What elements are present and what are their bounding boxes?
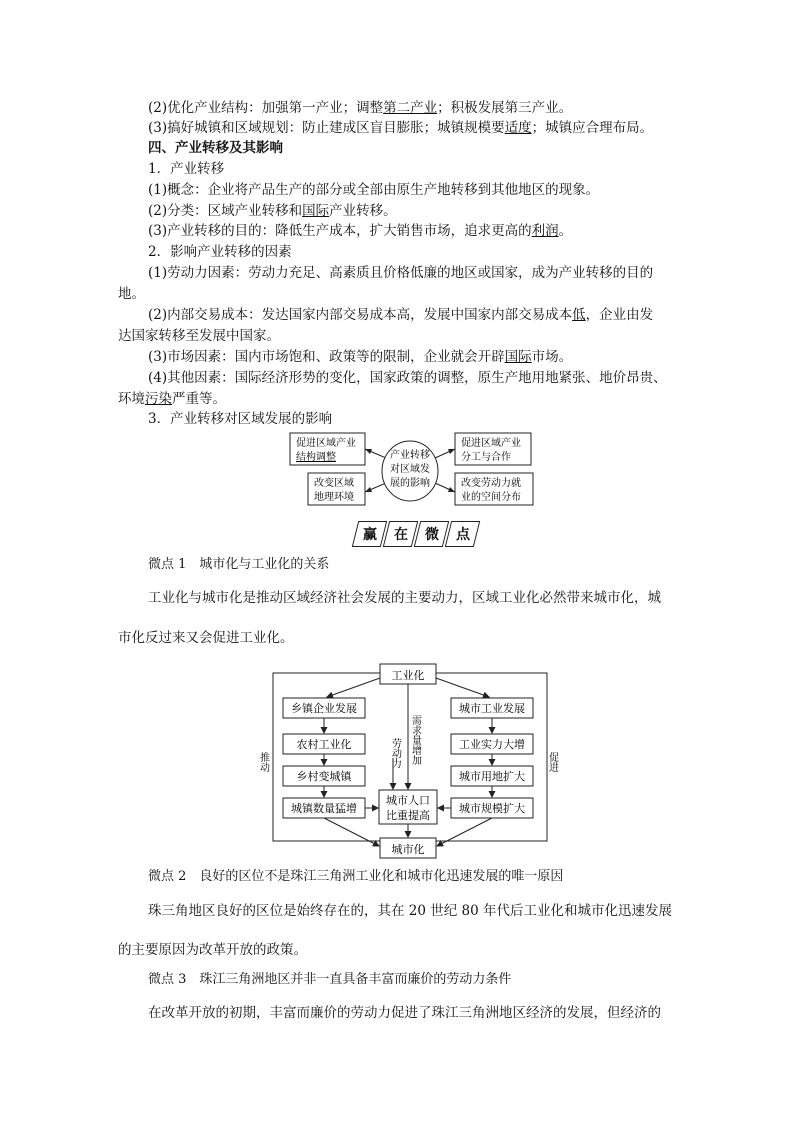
purpose-line: (3)产业转移的目的：降低生产成本，扩大销售市场，追求更高的利润。 <box>148 223 573 239</box>
labor-factor-line-cont: 地。 <box>118 286 145 302</box>
win-in-micropoints-banner <box>355 521 477 545</box>
other-factor-line-cont: 环境污染严重等。 <box>118 391 226 407</box>
node-urban-population-share <box>379 790 437 824</box>
center-line-1: 产业转移 <box>390 450 430 461</box>
svg-text:改变区域: 改变区域 <box>314 478 354 489</box>
svg-text:结构调整: 结构调整 <box>296 452 336 463</box>
node-city-scale-expansion <box>451 798 533 818</box>
node-township-enterprise <box>283 698 365 718</box>
micropoint-1-text-1: 工业化与城市化是推动区域经济社会发展的主要动力，区域工业化必然带来城市化，城 <box>148 590 661 606</box>
labor-factor-line: (1)劳动力因素：劳动力充足、高素质且价格低廉的地区或国家，成为产业转移的目的 <box>148 265 654 281</box>
center-line-2: 对区域发 <box>390 464 430 475</box>
svg-text:分工与合作: 分工与合作 <box>461 452 511 463</box>
micropoint-2-text-1: 珠三角地区良好的区位是始终存在的，其在 20 世纪 80 年代后工业化和城市化迅速发展 <box>148 903 673 919</box>
banner-char-3: 微 <box>414 521 449 547</box>
svg-text:比重提高: 比重提高 <box>386 809 430 822</box>
svg-text:农村工业化: 农村工业化 <box>296 738 352 751</box>
svg-text:促进区域产业: 促进区域产业 <box>296 438 356 449</box>
industrialization-urbanization-diagram <box>255 660 558 860</box>
micropoint-3-title: 微点 3 珠江三角洲地区并非一直具备丰富而廉价的劳动力条件 <box>148 972 512 987</box>
svg-text:城市工业发展: 城市工业发展 <box>459 702 525 715</box>
svg-text:地理环境: 地理环境 <box>314 492 354 503</box>
node-urbanization <box>380 838 436 858</box>
svg-text:工业实力大增: 工业实力大增 <box>459 738 525 751</box>
micropoint-3-text-1: 在改革开放的初期，丰富而廉价的劳动力促进了珠江三角洲地区经济的发展，但经济的 <box>148 1005 661 1021</box>
center-line-3: 展的影响 <box>390 478 430 489</box>
impact-box-employment <box>455 473 533 505</box>
label-labor <box>390 737 402 768</box>
svg-text:促进: 促进 <box>546 752 558 772</box>
node-city-industry-development <box>451 698 533 718</box>
label-demand-increase <box>410 715 422 766</box>
svg-text:城市规模扩大: 城市规模扩大 <box>459 802 525 815</box>
node-village-to-town <box>283 766 365 786</box>
svg-text:业的空间分布: 业的空间分布 <box>461 492 521 503</box>
node-industrialization <box>380 664 436 684</box>
banner-char-4: 点 <box>445 521 480 547</box>
subsection-3: 3．产业转移对区域发展的影响 <box>148 411 333 427</box>
svg-text:乡镇企业发展: 乡镇企业发展 <box>291 702 357 715</box>
banner-char-1: 赢 <box>352 521 387 547</box>
svg-text:工业化: 工业化 <box>391 669 425 682</box>
impact-box-structure <box>290 433 365 465</box>
line-urban-planning: (3)搞好城镇和区域规划：防止建成区盲目膨胀；城镇规模要适度；城镇应合理布局。 <box>148 120 654 136</box>
label-promote <box>547 752 559 772</box>
banner-char-2: 在 <box>383 521 418 547</box>
line-optimize-structure: (2)优化产业结构：加强第一产业；调整第二产业；积极发展第三产业。 <box>148 100 573 116</box>
micropoint-1-text-2: 市化反过来又会促进工业化。 <box>118 630 294 646</box>
section-heading-4: 四、产业转移及其影响 <box>148 140 283 156</box>
svg-text:需求量增加: 需求量增加 <box>409 715 421 765</box>
node-urban-land-expansion <box>451 766 533 786</box>
concept-line: (1)概念：企业将产品生产的部分或全部由原生产地转移到其他地区的现象。 <box>148 182 600 198</box>
label-push <box>258 751 270 773</box>
node-rural-industrialization <box>283 734 365 754</box>
svg-text:促进区域产业: 促进区域产业 <box>461 438 521 449</box>
impact-center-circle <box>382 441 438 501</box>
transaction-cost-line: (2)内部交易成本：发达国家内部交易成本高，发展中国家内部交易成本低，企业由发 <box>148 307 654 323</box>
svg-text:劳动力: 劳动力 <box>389 738 401 768</box>
node-industrial-strength <box>451 734 533 754</box>
node-town-count-surge <box>283 798 365 818</box>
svg-text:乡村变城镇: 乡村变城镇 <box>296 770 352 783</box>
micropoint-2-title: 微点 2 良好的区位不是珠江三角洲工业化和城市化迅速发展的唯一原因 <box>148 869 564 884</box>
other-factor-line: (4)其他因素：国际经济形势的变化，国家政策的调整，原生产地用地紧张、地价昂贵、 <box>148 370 667 386</box>
svg-text:城市用地扩大: 城市用地扩大 <box>459 770 525 783</box>
svg-text:推动: 推动 <box>257 752 269 772</box>
micropoint-2-text-2: 的主要原因为改革开放的政策。 <box>118 942 307 958</box>
micropoint-1-title: 微点 1 城市化与工业化的关系 <box>148 557 330 572</box>
svg-text:城镇数量猛增: 城镇数量猛增 <box>291 802 357 815</box>
impact-box-environment <box>308 473 365 505</box>
svg-text:城市化: 城市化 <box>391 843 425 856</box>
classification-line: (2)分类：区域产业转移和国际产业转移。 <box>148 203 397 219</box>
transaction-cost-line-cont: 达国家转移至发展中国家。 <box>118 328 280 344</box>
subsection-1: 1．产业转移 <box>148 161 225 177</box>
svg-text:改变劳动力就: 改变劳动力就 <box>461 478 521 489</box>
transfer-impact-diagram <box>280 428 540 514</box>
svg-text:城市人口: 城市人口 <box>386 794 430 807</box>
impact-box-division <box>455 433 531 465</box>
market-factor-line: (3)市场因素：国内市场饱和、政策等的限制，企业就会开辟国际市场。 <box>148 349 573 365</box>
subsection-2: 2．影响产业转移的因素 <box>148 244 292 260</box>
